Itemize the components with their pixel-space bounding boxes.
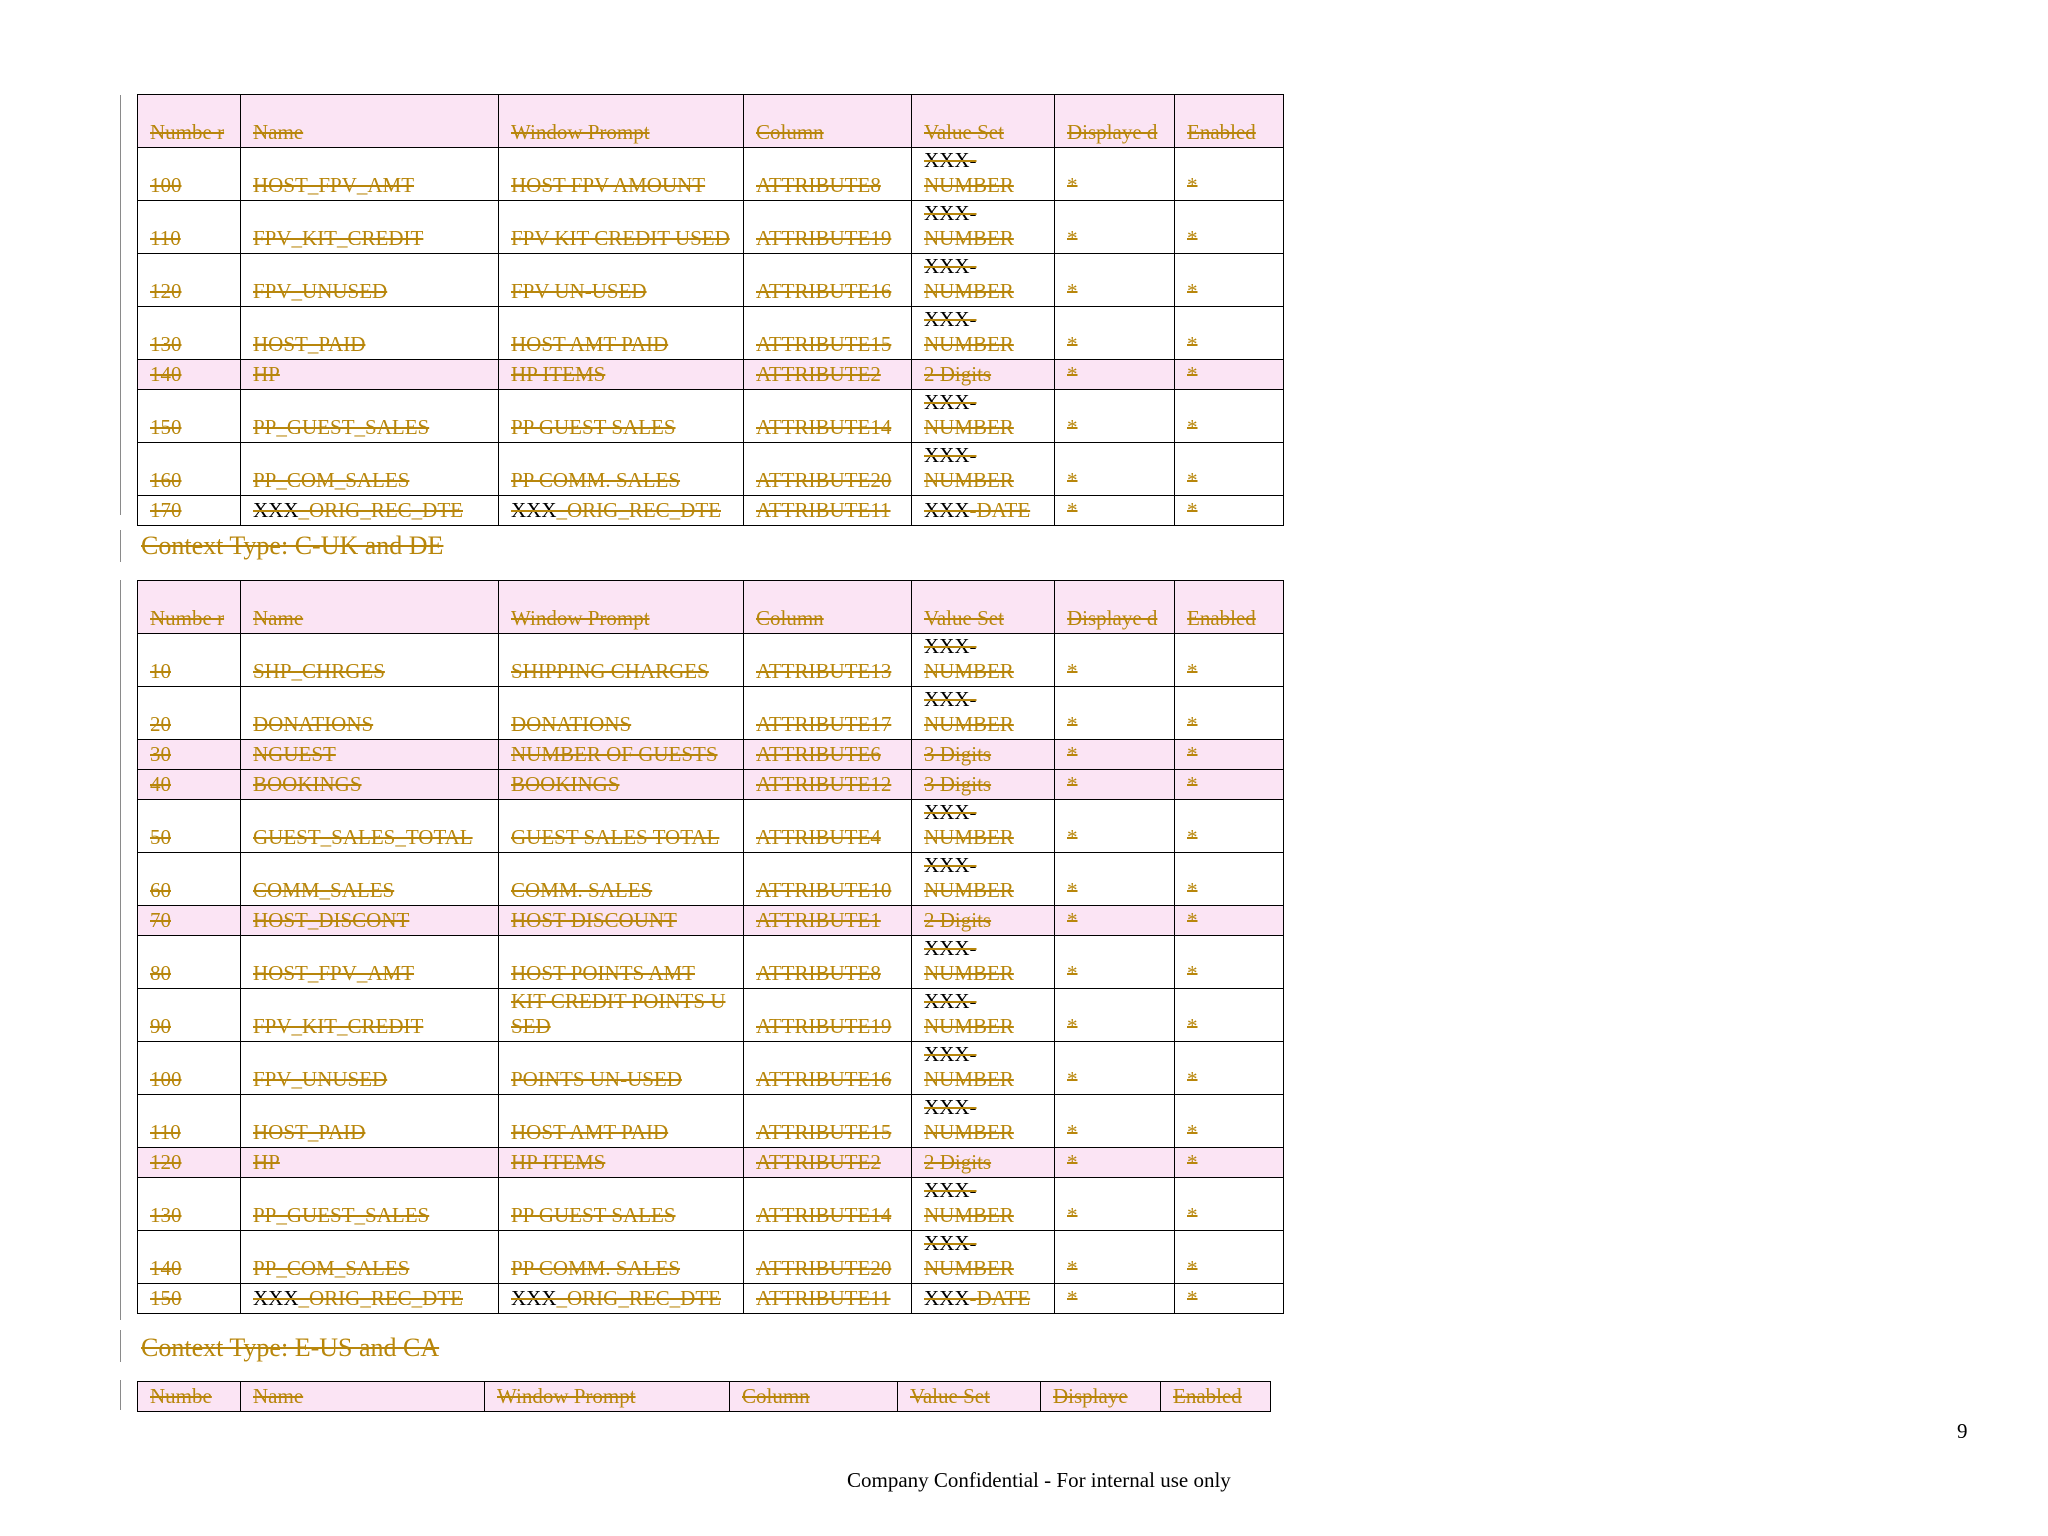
cell-window-prompt: BOOKINGS — [499, 770, 744, 800]
cell-displayed: * — [1055, 307, 1175, 360]
cell-name: HOST_PAID — [241, 307, 499, 360]
inserted-text: XXX — [511, 498, 557, 522]
cell-value-set: XXX- NUMBER — [912, 989, 1055, 1042]
cell-number: 170 — [138, 496, 241, 526]
cell-enabled: * — [1175, 853, 1284, 906]
cell-window-prompt: KIT CREDIT POINTS USED — [499, 989, 744, 1042]
cell-window-prompt: XXX_ORIG_REC_DTE — [499, 1284, 744, 1314]
cell-enabled: * — [1175, 496, 1284, 526]
cell-name: PP_COM_SALES — [241, 443, 499, 496]
cell-enabled: * — [1175, 360, 1284, 390]
cell-enabled: * — [1175, 307, 1284, 360]
cell-window-prompt: HOST POINTS AMT — [499, 936, 744, 989]
cell-column: ATTRIBUTE2 — [744, 1148, 912, 1178]
inserted-text: XXX- — [924, 936, 977, 960]
table1-body — [138, 95, 1284, 526]
change-bar-table2 — [120, 580, 121, 1320]
inserted-text: XXX — [253, 1286, 299, 1310]
column-header: Column — [744, 95, 912, 148]
cell-column: ATTRIBUTE11 — [744, 1284, 912, 1314]
cell-number: 10 — [138, 634, 241, 687]
change-bar-heading3 — [120, 1330, 121, 1362]
cell-column: ATTRIBUTE16 — [744, 254, 912, 307]
cell-displayed: * — [1055, 906, 1175, 936]
table-row — [138, 1042, 1284, 1095]
cell-value-set: XXX- NUMBER — [912, 687, 1055, 740]
cell-window-prompt: XXX_ORIG_REC_DTE — [499, 496, 744, 526]
cell-name: XXX_ORIG_REC_DTE — [241, 496, 499, 526]
cell-number: 100 — [138, 148, 241, 201]
cell-window-prompt: POINTS UN-USED — [499, 1042, 744, 1095]
inserted-text: XXX- — [924, 443, 977, 467]
cell-column: ATTRIBUTE1 — [744, 906, 912, 936]
cell-column: ATTRIBUTE15 — [744, 1095, 912, 1148]
inserted-text: XXX — [253, 498, 299, 522]
cell-name: XXX_ORIG_REC_DTE — [241, 1284, 499, 1314]
cell-enabled: * — [1175, 1095, 1284, 1148]
cell-value-set: 2 Digits — [912, 906, 1055, 936]
cell-name: GUEST_SALES_TOTAL — [241, 800, 499, 853]
table-row — [138, 390, 1284, 443]
cell-name: PP_GUEST_SALES — [241, 1178, 499, 1231]
table-header-row — [138, 1382, 1271, 1412]
column-header: Enabled — [1161, 1382, 1271, 1412]
cell-name: COMM_SALES — [241, 853, 499, 906]
inserted-text: XXX — [924, 498, 970, 522]
table2-body — [138, 581, 1284, 1314]
cell-displayed: * — [1055, 740, 1175, 770]
column-header: Numbe r — [138, 581, 241, 634]
cell-column: ATTRIBUTE14 — [744, 390, 912, 443]
cell-enabled: * — [1175, 254, 1284, 307]
cell-displayed: * — [1055, 254, 1175, 307]
inserted-text: XXX- — [924, 853, 977, 877]
cell-name: FPV_UNUSED — [241, 254, 499, 307]
cell-enabled: * — [1175, 201, 1284, 254]
inserted-text: XXX- — [924, 687, 977, 711]
cell-displayed: * — [1055, 496, 1175, 526]
cell-number: 30 — [138, 740, 241, 770]
cell-value-set: XXX- NUMBER — [912, 936, 1055, 989]
table-row — [138, 360, 1284, 390]
table-row — [138, 443, 1284, 496]
change-bar-heading2 — [120, 530, 121, 562]
attribute-table-2 — [137, 580, 1284, 1314]
column-header: Window Prompt — [499, 581, 744, 634]
column-header: Displaye — [1041, 1382, 1161, 1412]
cell-displayed: * — [1055, 1148, 1175, 1178]
cell-window-prompt: FPV UN-USED — [499, 254, 744, 307]
cell-number: 40 — [138, 770, 241, 800]
inserted-text: XXX- — [924, 989, 977, 1013]
cell-number: 90 — [138, 989, 241, 1042]
cell-displayed: * — [1055, 148, 1175, 201]
cell-window-prompt: HP ITEMS — [499, 360, 744, 390]
cell-enabled: * — [1175, 800, 1284, 853]
page-number: 9 — [1957, 1419, 1968, 1443]
cell-enabled: * — [1175, 634, 1284, 687]
table-row — [138, 800, 1284, 853]
table-row — [138, 906, 1284, 936]
cell-value-set: 2 Digits — [912, 360, 1055, 390]
column-header: Displaye d — [1055, 95, 1175, 148]
cell-name: HOST_FPV_AMT — [241, 936, 499, 989]
cell-column: ATTRIBUTE19 — [744, 989, 912, 1042]
table-row — [138, 254, 1284, 307]
inserted-text: XXX- — [924, 800, 977, 824]
cell-enabled: * — [1175, 148, 1284, 201]
cell-displayed: * — [1055, 201, 1175, 254]
cell-displayed: * — [1055, 853, 1175, 906]
inserted-text: XXX- — [924, 254, 977, 278]
column-header: Value Set — [912, 95, 1055, 148]
attribute-table-3 — [137, 1381, 1271, 1412]
cell-number: 150 — [138, 390, 241, 443]
cell-number: 100 — [138, 1042, 241, 1095]
column-header: Name — [241, 1382, 485, 1412]
cell-enabled: * — [1175, 390, 1284, 443]
cell-window-prompt: DONATIONS — [499, 687, 744, 740]
table-row — [138, 634, 1284, 687]
cell-column: ATTRIBUTE8 — [744, 936, 912, 989]
cell-displayed: * — [1055, 1095, 1175, 1148]
cell-number: 80 — [138, 936, 241, 989]
cell-name: HOST_DISCONT — [241, 906, 499, 936]
column-header: Enabled — [1175, 95, 1284, 148]
cell-enabled: * — [1175, 1284, 1284, 1314]
table-row — [138, 148, 1284, 201]
cell-number: 160 — [138, 443, 241, 496]
cell-number: 20 — [138, 687, 241, 740]
cell-value-set: XXX- NUMBER — [912, 148, 1055, 201]
column-header: Column — [744, 581, 912, 634]
cell-column: ATTRIBUTE20 — [744, 443, 912, 496]
cell-name: FPV_KIT_CREDIT — [241, 989, 499, 1042]
table-row — [138, 853, 1284, 906]
context-heading-c-uk-de: Context Type: C-UK and DE — [141, 531, 444, 560]
table-row — [138, 687, 1284, 740]
inserted-text: XXX- — [924, 634, 977, 658]
column-header: Numbe r — [138, 95, 241, 148]
cell-number: 140 — [138, 1231, 241, 1284]
change-bar-table3 — [120, 1380, 121, 1410]
cell-value-set: XXX-DATE — [912, 1284, 1055, 1314]
cell-value-set: XXX- NUMBER — [912, 1178, 1055, 1231]
cell-enabled: * — [1175, 1231, 1284, 1284]
column-header: Enabled — [1175, 581, 1284, 634]
cell-value-set: 3 Digits — [912, 770, 1055, 800]
table-row — [138, 1231, 1284, 1284]
column-header: Window Prompt — [499, 95, 744, 148]
cell-value-set: XXX- NUMBER — [912, 800, 1055, 853]
cell-enabled: * — [1175, 770, 1284, 800]
cell-value-set: XXX- NUMBER — [912, 254, 1055, 307]
cell-window-prompt: FPV KIT CREDIT USED — [499, 201, 744, 254]
cell-value-set: XXX- NUMBER — [912, 390, 1055, 443]
cell-name: NGUEST — [241, 740, 499, 770]
cell-number: 140 — [138, 360, 241, 390]
cell-column: ATTRIBUTE6 — [744, 740, 912, 770]
cell-value-set: XXX-DATE — [912, 496, 1055, 526]
cell-number: 130 — [138, 307, 241, 360]
cell-column: ATTRIBUTE17 — [744, 687, 912, 740]
cell-number: 110 — [138, 201, 241, 254]
cell-name: DONATIONS — [241, 687, 499, 740]
table-row — [138, 989, 1284, 1042]
cell-displayed: * — [1055, 360, 1175, 390]
cell-window-prompt: HOST DISCOUNT — [499, 906, 744, 936]
cell-enabled: * — [1175, 989, 1284, 1042]
cell-number: 60 — [138, 853, 241, 906]
cell-displayed: * — [1055, 936, 1175, 989]
cell-name: FPV_KIT_CREDIT — [241, 201, 499, 254]
cell-window-prompt: PP GUEST SALES — [499, 1178, 744, 1231]
cell-value-set: XXX- NUMBER — [912, 1042, 1055, 1095]
inserted-text: XXX- — [924, 148, 977, 172]
context-heading-e-us-ca: Context Type: E-US and CA — [141, 1333, 440, 1362]
cell-enabled: * — [1175, 687, 1284, 740]
cell-displayed: * — [1055, 800, 1175, 853]
cell-column: ATTRIBUTE4 — [744, 800, 912, 853]
table-row — [138, 740, 1284, 770]
table-row — [138, 201, 1284, 254]
inserted-text: XXX- — [924, 201, 977, 225]
column-header: Displaye d — [1055, 581, 1175, 634]
inserted-text: XXX- — [924, 390, 977, 414]
cell-value-set: 3 Digits — [912, 740, 1055, 770]
table-row — [138, 936, 1284, 989]
cell-number: 120 — [138, 1148, 241, 1178]
table-row — [138, 770, 1284, 800]
cell-column: ATTRIBUTE16 — [744, 1042, 912, 1095]
cell-value-set: XXX- NUMBER — [912, 443, 1055, 496]
inserted-text: XXX- — [924, 1042, 977, 1066]
cell-displayed: * — [1055, 770, 1175, 800]
cell-column: ATTRIBUTE14 — [744, 1178, 912, 1231]
cell-value-set: XXX- NUMBER — [912, 201, 1055, 254]
cell-name: SHP_CHRGES — [241, 634, 499, 687]
cell-window-prompt: HP ITEMS — [499, 1148, 744, 1178]
cell-value-set: XXX- NUMBER — [912, 307, 1055, 360]
cell-enabled: * — [1175, 740, 1284, 770]
cell-enabled: * — [1175, 906, 1284, 936]
footer-confidential: Company Confidential - For internal use only — [847, 1468, 1231, 1492]
cell-column: ATTRIBUTE15 — [744, 307, 912, 360]
cell-column: ATTRIBUTE8 — [744, 148, 912, 201]
cell-enabled: * — [1175, 1148, 1284, 1178]
table-row — [138, 1095, 1284, 1148]
cell-name: BOOKINGS — [241, 770, 499, 800]
cell-window-prompt: PP COMM. SALES — [499, 443, 744, 496]
cell-value-set: 2 Digits — [912, 1148, 1055, 1178]
cell-column: ATTRIBUTE19 — [744, 201, 912, 254]
cell-number: 130 — [138, 1178, 241, 1231]
table-row — [138, 496, 1284, 526]
inserted-text: XXX — [511, 1286, 557, 1310]
cell-number: 110 — [138, 1095, 241, 1148]
cell-window-prompt: COMM. SALES — [499, 853, 744, 906]
cell-displayed: * — [1055, 687, 1175, 740]
cell-window-prompt: PP GUEST SALES — [499, 390, 744, 443]
change-bar-table1 — [120, 95, 121, 515]
cell-name: HP — [241, 1148, 499, 1178]
cell-name: HOST_FPV_AMT — [241, 148, 499, 201]
cell-window-prompt: SHIPPING CHARGES — [499, 634, 744, 687]
cell-number: 70 — [138, 906, 241, 936]
cell-column: ATTRIBUTE2 — [744, 360, 912, 390]
cell-column: ATTRIBUTE12 — [744, 770, 912, 800]
column-header: Numbe — [138, 1382, 241, 1412]
inserted-text: XXX — [924, 1286, 970, 1310]
cell-name: PP_COM_SALES — [241, 1231, 499, 1284]
column-header: Column — [730, 1382, 898, 1412]
cell-number: 50 — [138, 800, 241, 853]
cell-window-prompt: HOST AMT PAID — [499, 1095, 744, 1148]
cell-column: ATTRIBUTE10 — [744, 853, 912, 906]
table-row — [138, 307, 1284, 360]
cell-window-prompt: NUMBER OF GUESTS — [499, 740, 744, 770]
cell-window-prompt: GUEST SALES TOTAL — [499, 800, 744, 853]
cell-displayed: * — [1055, 443, 1175, 496]
cell-number: 120 — [138, 254, 241, 307]
column-header: Value Set — [912, 581, 1055, 634]
column-header: Name — [241, 581, 499, 634]
cell-window-prompt: HOST FPV AMOUNT — [499, 148, 744, 201]
cell-displayed: * — [1055, 390, 1175, 443]
cell-name: PP_GUEST_SALES — [241, 390, 499, 443]
cell-enabled: * — [1175, 1042, 1284, 1095]
table-header-row — [138, 581, 1284, 634]
cell-displayed: * — [1055, 989, 1175, 1042]
cell-value-set: XXX- NUMBER — [912, 853, 1055, 906]
cell-column: ATTRIBUTE11 — [744, 496, 912, 526]
inserted-text: XXX- — [924, 1095, 977, 1119]
attribute-table-1 — [137, 94, 1284, 526]
table3-body — [138, 1382, 1271, 1412]
cell-value-set: XXX- NUMBER — [912, 1095, 1055, 1148]
cell-name: HP — [241, 360, 499, 390]
cell-value-set: XXX- NUMBER — [912, 1231, 1055, 1284]
cell-displayed: * — [1055, 1284, 1175, 1314]
column-header: Value Set — [898, 1382, 1041, 1412]
cell-column: ATTRIBUTE13 — [744, 634, 912, 687]
inserted-text: XXX- — [924, 1178, 977, 1202]
inserted-text: XXX- — [924, 1231, 977, 1255]
inserted-text: XXX- — [924, 307, 977, 331]
cell-displayed: * — [1055, 1178, 1175, 1231]
cell-enabled: * — [1175, 1178, 1284, 1231]
column-header: Window Prompt — [485, 1382, 730, 1412]
cell-window-prompt: HOST AMT PAID — [499, 307, 744, 360]
column-header: Name — [241, 95, 499, 148]
cell-window-prompt: PP COMM. SALES — [499, 1231, 744, 1284]
cell-name: FPV_UNUSED — [241, 1042, 499, 1095]
table-row — [138, 1148, 1284, 1178]
cell-displayed: * — [1055, 634, 1175, 687]
table-row — [138, 1178, 1284, 1231]
cell-enabled: * — [1175, 936, 1284, 989]
cell-enabled: * — [1175, 443, 1284, 496]
cell-name: HOST_PAID — [241, 1095, 499, 1148]
cell-displayed: * — [1055, 1231, 1175, 1284]
cell-value-set: XXX- NUMBER — [912, 634, 1055, 687]
cell-displayed: * — [1055, 1042, 1175, 1095]
table-header-row — [138, 95, 1284, 148]
table-row — [138, 1284, 1284, 1314]
cell-column: ATTRIBUTE20 — [744, 1231, 912, 1284]
cell-number: 150 — [138, 1284, 241, 1314]
